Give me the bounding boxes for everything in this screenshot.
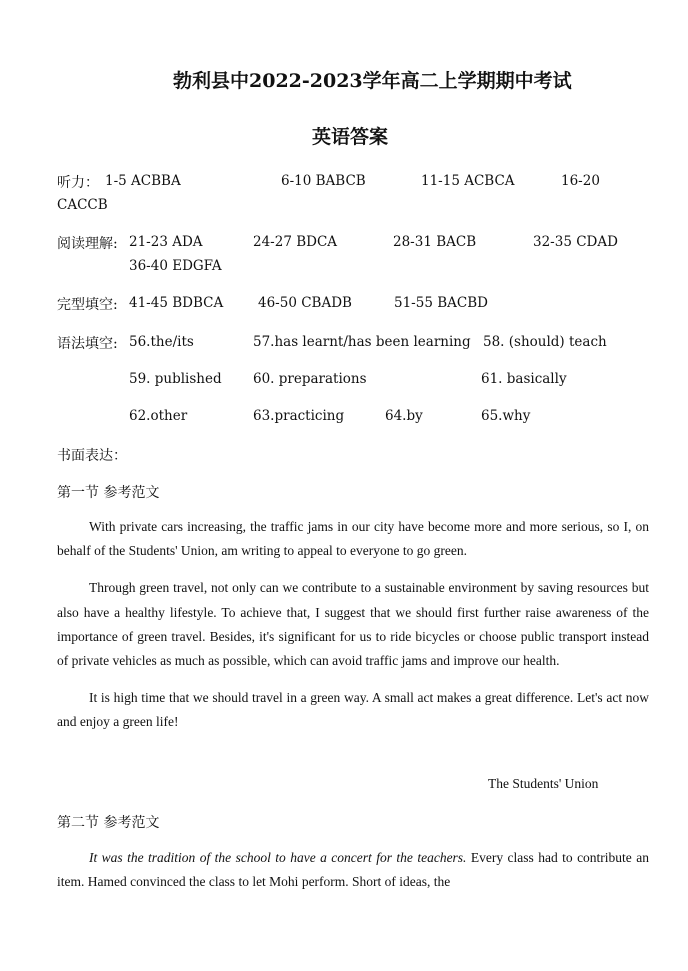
listening-group-4-continued: CACCB (57, 197, 108, 213)
listening-group-4: 16-20 (561, 173, 600, 189)
grammar-answer-56: 56.the/its (129, 334, 194, 350)
section-2-essay (57, 846, 649, 894)
essay-1-paragraph-2: Through green travel, not only can we contribute to a sustainable environment by saving resources but also have a healthy lifestyle. To achieve that, I suggest that we should first further raise awareness of the importance of green travel. Besides, it's significant for us to ride bicycles or choose public transport instead of private vehicles as much as possible, which can avoid traffic jams and improve our health. (57, 580, 649, 669)
listening-group-2: 6-10 BABCB (281, 173, 366, 189)
grammar-answer-60: 60. preparations (253, 371, 367, 387)
essay-2-given-opening: It was the tradition of the school to have a concert for the teachers. (89, 850, 467, 865)
section-1-heading: 第一节 参考范文 (57, 485, 160, 501)
cloze-group-2: 46-50 CBADB (258, 295, 352, 311)
grammar-answer-62: 62.other (129, 408, 188, 424)
cloze-group-3: 51-55 BACBD (394, 295, 488, 311)
reading-group-2: 24-27 BDCA (253, 234, 338, 250)
reading-label: 阅读理解: (57, 236, 118, 252)
document-subtitle: 英语答案 (312, 126, 389, 148)
essay-1-paragraph-1: With private cars increasing, the traffic jams in our city have become more and more serious, so I, on behalf of the Students' Union, am writing to appeal to everyone to go green. (57, 519, 649, 559)
section-1-essay (57, 515, 649, 735)
grammar-answer-58: 58. (should) teach (483, 334, 607, 350)
listening-group-1: 1-5 ACBBA (105, 173, 181, 189)
essay-1-signature: The Students' Union (488, 776, 599, 791)
grammar-answer-65: 65.why (481, 408, 531, 424)
grammar-answer-59: 59. published (129, 371, 222, 387)
listening-label: 听力： (57, 175, 99, 191)
writing-label: 书面表达： (57, 448, 127, 464)
reading-group-4: 32-35 CDAD (533, 234, 618, 250)
cloze-group-1: 41-45 BDBCA (129, 295, 224, 311)
grammar-answer-63: 63.practicing (253, 408, 345, 424)
section-2-heading: 第二节 参考范文 (57, 815, 160, 831)
listening-group-3: 11-15 ACBCA (421, 173, 515, 189)
grammar-answer-61: 61. basically (481, 371, 567, 387)
document-title: 勃利县中2022-2023学年高二上学期期中考试 (173, 70, 572, 92)
reading-group-1: 21-23 ADA (129, 234, 203, 250)
essay-2-continuation: Every class had to contribute an item. Hamed convinced the class to let Mohi perform. Short of ideas, the (57, 850, 649, 890)
essay-1-paragraph-3: It is high time that we should travel in a green way. A small act makes a great difference. Let's act now and enjoy a green life! (57, 690, 649, 730)
grammar-answer-57: 57.has learnt/has been learning (253, 334, 471, 350)
reading-group-3: 28-31 BACB (393, 234, 477, 250)
essay-2-paragraph-1 (57, 846, 649, 894)
grammar-label: 语法填空: (57, 336, 118, 352)
grammar-answer-64: 64.by (385, 408, 423, 424)
reading-group-5: 36-40 EDGFA (129, 258, 222, 274)
cloze-label: 完型填空: (57, 297, 118, 313)
